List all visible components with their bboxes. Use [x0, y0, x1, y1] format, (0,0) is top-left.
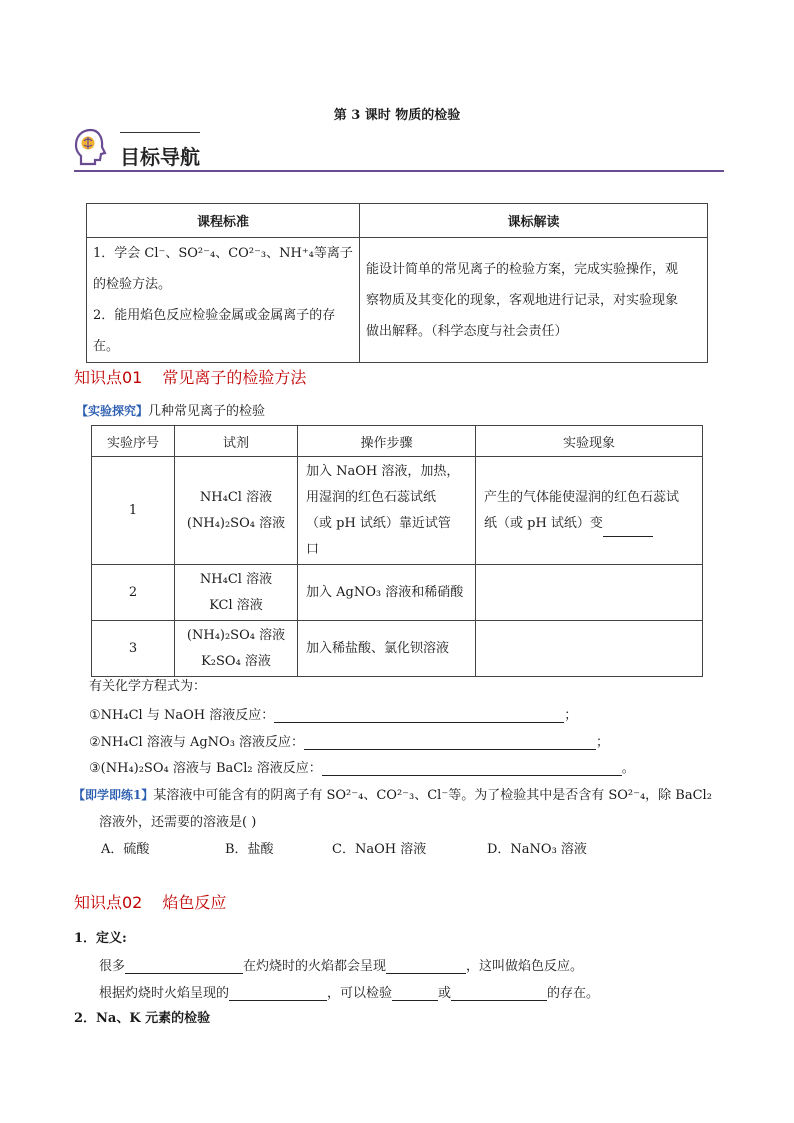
equation-end: 。 — [621, 761, 635, 776]
knowledge-point-1-heading — [74, 365, 306, 388]
answer-blank[interactable] — [603, 522, 653, 537]
phenomenon-line-with-blank — [484, 511, 694, 537]
std-right-line: 察物质及其变化的现象，客观地进行记录，对实验现象 — [366, 292, 679, 308]
reagent: (NH₄)₂SO₄ 溶液 — [186, 515, 286, 531]
procedure-line: 加入 NaOH 溶液，加热， — [306, 463, 460, 479]
procedure-cell — [298, 457, 476, 565]
nav-top-rule — [120, 132, 200, 133]
answer-blank[interactable] — [392, 986, 438, 1001]
goal-nav-header — [74, 128, 724, 172]
experiment-table — [91, 425, 703, 677]
phenomenon-text: 纸（或 pH 试纸）变 — [484, 515, 603, 531]
question-line-2: 溶液外，还需要的溶液是( ) — [99, 815, 257, 830]
knowledge-point-2-heading — [74, 890, 226, 913]
definition-line-1 — [99, 955, 583, 974]
reagent-cell — [175, 457, 298, 565]
option-a[interactable]: A．硫酸 — [101, 842, 150, 857]
def-text: 的存在。 — [547, 986, 600, 1001]
std-left-line: 1．学会 Cl⁻、SO²⁻₄、CO²⁻₃、NH⁺₄等离子 — [93, 246, 353, 261]
explore-text: 几种常见离子的检验 — [148, 404, 266, 419]
reagent: (NH₄)₂SO₄ 溶液 — [186, 627, 286, 643]
header-exp-number: 实验序号 — [92, 426, 175, 457]
answer-blank[interactable] — [451, 986, 547, 1001]
kp2-title: 焰色反应 — [162, 893, 227, 912]
reagent-cell — [175, 621, 298, 677]
question-text: 某溶液中可能含有的阴离子有 SO²⁻₄、CO²⁻₃、Cl⁻等。为了检验其中是否含有 SO²⁻₄，除 BaCl₂ — [153, 788, 712, 803]
equation-line-1 — [89, 704, 577, 723]
option-c[interactable]: C．NaOH 溶液 — [332, 842, 427, 857]
exp-id: 2 — [92, 565, 175, 621]
answer-blank[interactable] — [386, 959, 466, 974]
std-right-line: 能设计简单的常见离子的检验方案，完成实验操作，观 — [366, 261, 679, 277]
std-left-line: 2．能用焰色反应检验金属或金属离子的存 — [93, 308, 336, 323]
explore-tag: 【实验探究】 — [76, 404, 149, 418]
nav-divider — [74, 170, 724, 172]
answer-blank[interactable] — [304, 735, 596, 750]
def-text: ，可以检验 — [327, 986, 393, 1001]
phenomenon-cell — [476, 457, 703, 565]
equation-end: ； — [564, 708, 578, 723]
procedure-cell: 加入稀盐酸、氯化钡溶液 — [298, 621, 476, 677]
reagent-cell — [175, 565, 298, 621]
answer-blank[interactable] — [125, 959, 243, 974]
header-phenomenon: 实验现象 — [476, 426, 703, 457]
equation-end: ； — [596, 735, 610, 750]
procedure-line: （或 pH 试纸）靠近试管 — [306, 515, 451, 531]
reagent: NH₄Cl 溶液 — [199, 571, 273, 587]
page-title: 第 3 课时 物质的检验 — [333, 108, 461, 123]
kp1-number: 知识点01 — [74, 368, 143, 387]
option-d[interactable]: D．NaNO₃ 溶液 — [487, 842, 587, 857]
equations-intro: 有关化学方程式为： — [89, 679, 207, 694]
brain-head-icon — [74, 128, 108, 166]
exp-id: 3 — [92, 621, 175, 677]
equation-line-2 — [89, 731, 609, 750]
answer-blank[interactable] — [322, 761, 622, 776]
phenomenon-cell-empty[interactable] — [476, 565, 703, 621]
option-b[interactable]: B．盐酸 — [225, 842, 274, 857]
phenomenon-cell-empty[interactable] — [476, 621, 703, 677]
header-course-standard: 课程标准 — [87, 204, 360, 238]
reagent: KCl 溶液 — [209, 597, 263, 613]
explore-line — [76, 400, 265, 419]
practice-tag: 【即学即练1】 — [73, 788, 154, 802]
equation-line-3 — [89, 757, 635, 776]
std-right-line: 做出解释。（科学态度与社会责任） — [366, 323, 568, 339]
standards-table — [86, 203, 708, 363]
def-text: 根据灼烧时火焰呈现的 — [99, 986, 230, 1001]
section-2-heading: 2．Na、K 元素的检验 — [74, 1011, 211, 1026]
practice-question — [73, 784, 733, 803]
equation-text: ②NH₄Cl 溶液与 AgNO₃ 溶液反应： — [89, 735, 305, 750]
reagent: K₂SO₄ 溶液 — [201, 653, 271, 669]
phenomenon-line: 产生的气体能使湿润的红色石蕊试 — [484, 489, 680, 505]
header-procedure: 操作步骤 — [298, 426, 476, 457]
equation-text: ①NH₄Cl 与 NaOH 溶液反应： — [89, 708, 275, 723]
goal-nav-label: 目标导航 — [120, 145, 200, 169]
procedure-cell: 加入 AgNO₃ 溶液和稀硝酸 — [298, 565, 476, 621]
procedure-line: 口 — [306, 541, 320, 557]
table-row — [92, 621, 703, 677]
standards-right-cell — [360, 238, 708, 363]
std-left-line: 在。 — [93, 339, 120, 354]
std-left-line: 的检验方法。 — [93, 277, 172, 292]
header-standard-interpretation: 课标解读 — [360, 204, 708, 238]
answer-blank[interactable] — [274, 708, 564, 723]
equation-text: ③(NH₄)₂SO₄ 溶液与 BaCl₂ 溶液反应： — [89, 761, 322, 776]
definition-line-2 — [99, 982, 599, 1001]
table-row — [92, 457, 703, 565]
def-text: 很多 — [99, 959, 126, 974]
def-text: ，这叫做焰色反应。 — [466, 959, 584, 974]
kp1-title: 常见离子的检验方法 — [162, 368, 307, 387]
answer-blank[interactable] — [229, 986, 327, 1001]
procedure-line: 用湿润的红色石蕊试纸 — [306, 489, 437, 505]
definition-heading: 1．定义: — [74, 931, 127, 946]
reagent: NH₄Cl 溶液 — [199, 489, 273, 505]
header-reagent: 试剂 — [175, 426, 298, 457]
kp2-number: 知识点02 — [74, 893, 143, 912]
table-row — [92, 565, 703, 621]
standards-left-cell — [87, 238, 360, 363]
def-text: 或 — [438, 986, 452, 1001]
def-text: 在灼烧时的火焰都会呈现 — [243, 959, 387, 974]
exp-id: 1 — [92, 457, 175, 565]
